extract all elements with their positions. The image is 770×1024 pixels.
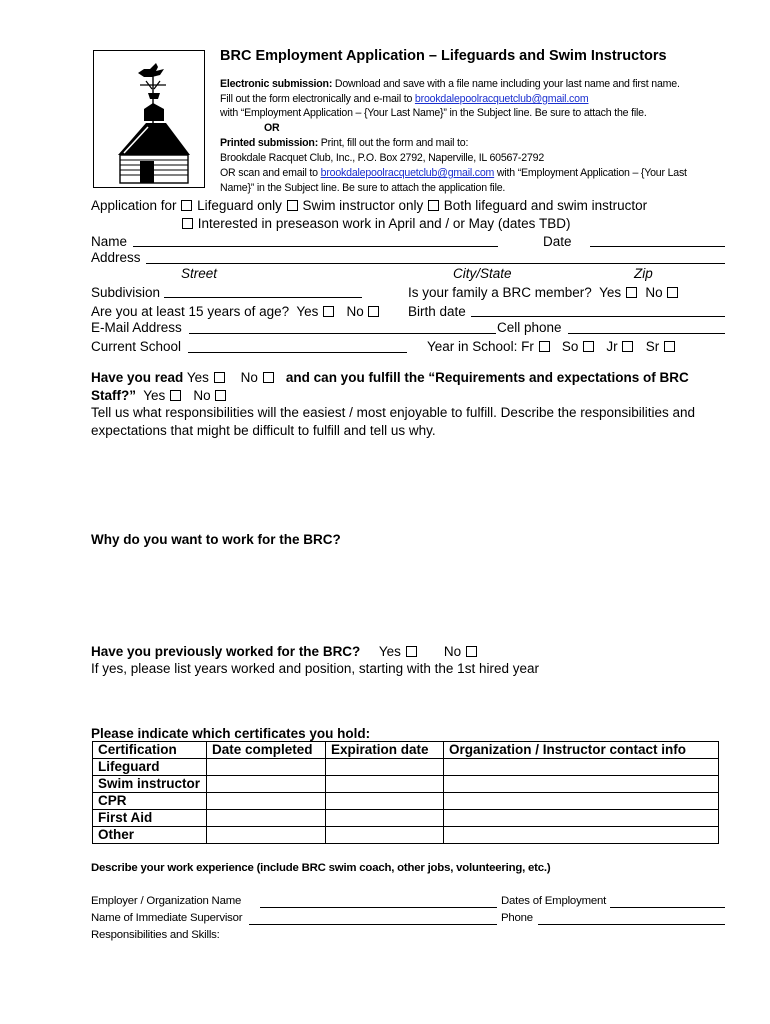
cert-expiration[interactable] [326,776,444,793]
street-caption: Street [181,266,218,281]
cert-expiration[interactable] [326,810,444,827]
cert-date-completed[interactable] [207,759,326,776]
preseason-row: Interested in preseason work in April and / or May (dates TBD) [181,216,570,232]
date-label: Date [543,234,572,249]
family-no-checkbox[interactable] [667,287,678,298]
name-label: Name [91,234,128,249]
birth-date-field[interactable] [471,316,725,317]
cert-date-completed[interactable] [207,827,326,844]
column-header: Organization / Instructor contact info [444,742,719,759]
school-field[interactable] [188,352,407,353]
responsibilities-skills-label: Responsibilities and Skills: [91,929,220,941]
fulfill-yes-checkbox[interactable] [170,390,181,401]
zip-caption: Zip [634,266,653,281]
preseason-checkbox[interactable] [182,218,193,229]
staff-row: Staff?” Yes No [91,388,227,404]
mailing-address: Brookdale Racquet Club, Inc., P.O. Box 2792, Naperville, IL 60567-2792 [220,152,545,164]
requirements-question: Have you read Yes No and can you fulfill the “Requirements and expectations of BRC [91,370,689,385]
cert-date-completed[interactable] [207,810,326,827]
why-question: Why do you want to work for the BRC? [91,532,341,547]
prev-no-checkbox[interactable] [466,646,477,657]
previous-work-question: Have you previously worked for the BRC? Yes No [91,644,478,660]
cert-name: CPR [93,793,207,810]
read-no-checkbox[interactable] [263,372,274,383]
printed-instructions: Printed submission: Print, fill out the form and mail to: [220,137,469,149]
certificates-title: Please indicate which certificates you hold: [91,726,371,741]
date-field[interactable] [590,246,725,247]
supervisor-label: Name of Immediate Supervisor [91,912,243,924]
fulfill-no-checkbox[interactable] [215,390,226,401]
table-row [93,827,719,844]
email-field[interactable] [189,333,496,334]
cert-expiration[interactable] [326,793,444,810]
swim-instructor-checkbox[interactable] [287,200,298,211]
subdivision-field[interactable] [164,297,362,298]
column-header: Certification [93,742,207,759]
cert-contact[interactable] [444,827,719,844]
employer-field[interactable] [260,907,497,908]
phone-field[interactable] [538,924,725,925]
brc-logo [93,50,205,188]
certificates-table [92,741,719,844]
birth-date-label: Birth date [408,304,466,319]
year-in-school-row: Year in School: Fr So Jr Sr [427,339,676,355]
cert-expiration[interactable] [326,827,444,844]
cell-field[interactable] [568,333,725,334]
phone-label: Phone [501,912,533,924]
fill-instructions: Fill out the form electronically and e-mail to brookdalepoolracquetclub@gmail.com [220,93,589,105]
name-field[interactable] [133,246,498,247]
address-field[interactable] [146,263,725,264]
table-header-row [93,742,719,759]
column-header: Date completed [207,742,326,759]
so-checkbox[interactable] [583,341,594,352]
experience-title: Describe your work experience (include BRC swim coach, other jobs, volunteering, etc.) [91,862,551,874]
cert-contact[interactable] [444,776,719,793]
both-checkbox[interactable] [428,200,439,211]
table-row [93,793,719,810]
prev-yes-checkbox[interactable] [406,646,417,657]
application-for-row: Application for Lifeguard only Swim instructor only Both lifeguard and swim instructor [91,198,648,213]
cert-contact[interactable] [444,759,719,776]
school-label: Current School [91,339,182,354]
cert-name: Other [93,827,207,844]
page-title: BRC Employment Application – Lifeguards and Swim Instructors [220,48,667,64]
previous-work-list-prompt: If yes, please list years worked and position, starting with the 1st hired year [91,661,539,676]
supervisor-field[interactable] [249,924,497,925]
cert-date-completed[interactable] [207,776,326,793]
cert-date-completed[interactable] [207,793,326,810]
column-header: Expiration date [326,742,444,759]
employer-label: Employer / Organization Name [91,895,242,907]
subdivision-label: Subdivision [91,285,161,300]
email-label: E-Mail Address [91,320,182,335]
city-state-caption: City/State [453,266,512,281]
email-link[interactable]: brookdalepoolracquetclub@gmail.com [414,93,589,105]
age-yes-checkbox[interactable] [323,306,334,317]
jr-checkbox[interactable] [622,341,633,352]
subject-instructions: with “Employment Application – {Your Last Name}” in the Subject line. Be sure to attach the file. [220,107,647,119]
cert-name: Swim instructor [93,776,207,793]
scan-instructions: OR scan and email to brookdalepoolracquetclub@gmail.com with “Employment Application – {Your Last [220,167,687,179]
table-row [93,776,719,793]
table-row [93,810,719,827]
scan-instructions-2: Name}” in the Subject line. Be sure to attach the application file. [220,182,506,194]
cell-label: Cell phone [497,320,562,335]
cert-contact[interactable] [444,793,719,810]
responsibilities-prompt-2: expectations that might be difficult to fulfill and tell us why. [91,423,436,438]
clubhouse-weathervane-icon [94,51,204,187]
age-row: Are you at least 15 years of age? Yes No [91,304,380,320]
dates-employment-label: Dates of Employment [501,895,607,907]
electronic-instructions: Electronic submission: Download and save with a file name including your last name and first name. [220,78,680,90]
lifeguard-checkbox[interactable] [181,200,192,211]
email-link-2[interactable]: brookdalepoolracquetclub@gmail.com [320,167,495,179]
read-yes-checkbox[interactable] [214,372,225,383]
sr-checkbox[interactable] [664,341,675,352]
or-label: OR [264,122,280,134]
dates-employment-field[interactable] [610,907,725,908]
address-label: Address [91,250,141,265]
cert-name: First Aid [93,810,207,827]
age-no-checkbox[interactable] [368,306,379,317]
family-yes-checkbox[interactable] [626,287,637,298]
cert-name: Lifeguard [93,759,207,776]
responsibilities-prompt: Tell us what responsibilities will the easiest / most enjoyable to fulfill. Describe the responsibilities and [91,405,696,420]
family-member-row: Is your family a BRC member? Yes No [408,285,679,301]
fr-checkbox[interactable] [539,341,550,352]
table-row [93,759,719,776]
cert-expiration[interactable] [326,759,444,776]
cert-contact[interactable] [444,810,719,827]
